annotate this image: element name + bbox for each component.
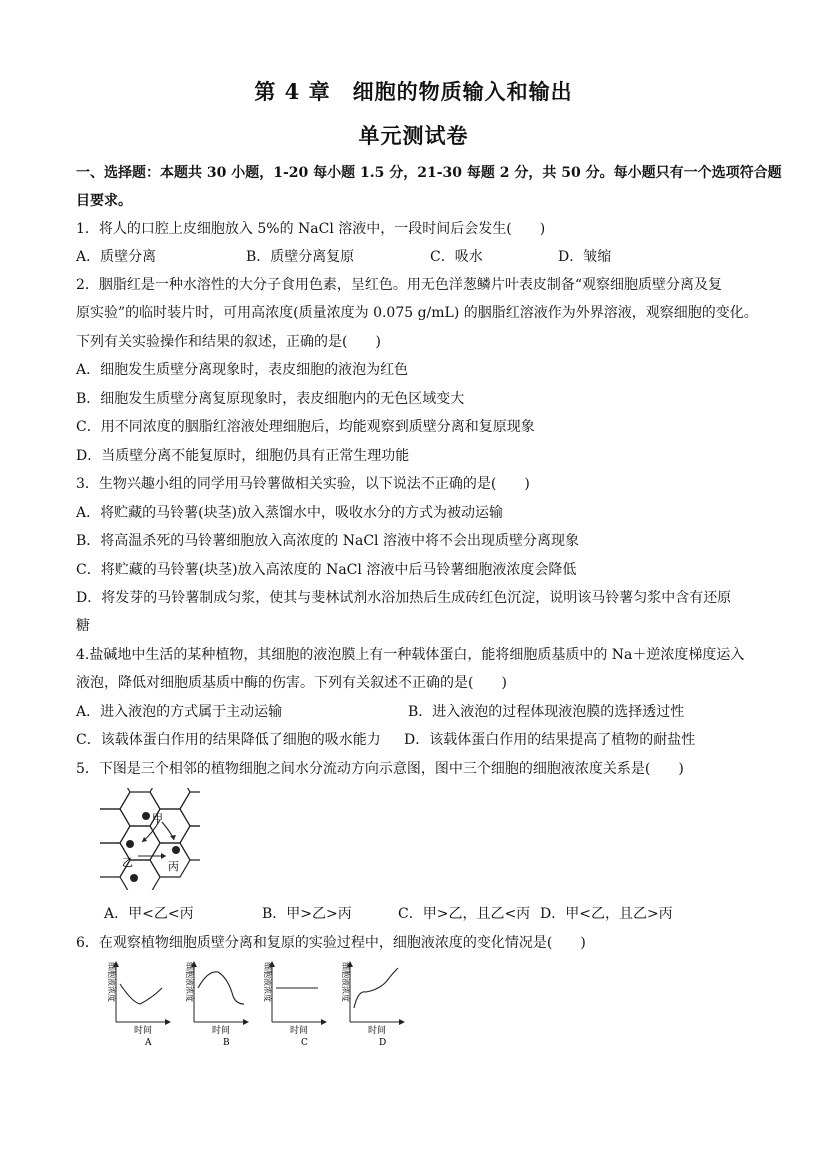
- graph-b: [185, 962, 248, 1048]
- graph-b-curve: [198, 972, 244, 1004]
- hex-cell: [100, 788, 130, 809]
- nucleus-dot: [172, 846, 180, 854]
- q1-option-c: C．吸水: [430, 249, 483, 265]
- q4-stem-line1: 4.盐碱地中生活的某种植物，其细胞的液泡膜上有一种载体蛋白，能将细胞质基质中的 Na＋逆浓度梯度运入: [76, 647, 745, 663]
- q1-option-b: B．质壁分离复原: [246, 249, 355, 265]
- graph-c: [263, 962, 326, 1048]
- q3-stem: 3．生物兴趣小组的同学用马铃薯做相关实验，以下说法不正确的是( ): [76, 476, 530, 492]
- graph-d-ylabel: 细胞液浓度: [341, 962, 350, 1002]
- graph-c-xlabel: 时间: [290, 1026, 309, 1036]
- nucleus-dot: [126, 840, 134, 848]
- q2-option-d: D．当质壁分离不能复原时，细胞仍具有正常生理功能: [76, 448, 410, 464]
- q1-option-a: A．质壁分离: [76, 249, 157, 265]
- cell-label-jia: 甲: [152, 812, 163, 825]
- q1-stem: 1．将人的口腔上皮细胞放入 5%的 NaCl 溶液中，一段时间后会发生( ): [76, 221, 546, 237]
- graph-c-ylabel: 细胞液浓度: [263, 962, 272, 1002]
- q4-option-a: A．进入液泡的方式属于主动运输: [76, 704, 283, 720]
- q5-option-d: D．甲<乙，且乙>丙: [540, 906, 673, 922]
- hex-cell: [180, 792, 200, 826]
- q4-option-d: D．该载体蛋白作用的结果提高了植物的耐盐性: [404, 732, 696, 748]
- q5-stem: 5．下图是三个相邻的植物细胞之间水分流动方向示意图，图中三个细胞的细胞液浓度关系是( ): [76, 761, 684, 777]
- q2-option-a: A．细胞发生质壁分离现象时，表皮细胞的液泡为红色: [76, 362, 409, 378]
- graph-d-curve: [354, 968, 398, 1008]
- nucleus-dot: [130, 874, 138, 882]
- q3-option-a: A．将贮藏的马铃薯(块茎)放入蒸馏水中，吸收水分的方式为被动运输: [76, 505, 504, 521]
- graph-d-xlabel: 时间: [368, 1026, 387, 1036]
- graph-a-curve: [120, 984, 162, 1004]
- hex-cell: [150, 788, 190, 809]
- q3-option-d: D．将发芽的马铃薯制成匀浆，使其与斐林试剂水浴加热后生成砖红色沉淀，说明该马铃薯匀浆中含有还原: [76, 590, 732, 606]
- q6-graph-options: [100, 958, 410, 1050]
- q5-cell-diagram: [100, 788, 200, 890]
- page-subtitle: 单元测试卷: [358, 123, 469, 148]
- section-instruction-line2: 目要求。: [76, 193, 132, 209]
- graph-a-ylabel: 细胞液浓度: [107, 962, 116, 1002]
- q4-option-c: C．该载体蛋白作用的结果降低了细胞的吸水能力: [76, 732, 381, 748]
- page-title: 第 4 章 细胞的物质输入和输出: [254, 79, 573, 104]
- q1-option-d: D．皱缩: [558, 249, 612, 265]
- q4-option-b: B．进入液泡的过程体现液泡膜的选择透过性: [408, 704, 685, 720]
- graph-c-letter: C: [301, 1038, 308, 1048]
- q2-option-c: C．用不同浓度的胭脂红溶液处理细胞后，均能观察到质壁分离和复原现象: [76, 419, 535, 435]
- q5-option-a: A．甲<乙<丙: [104, 906, 194, 922]
- q5-option-c: C．甲>乙，且乙<丙: [398, 906, 531, 922]
- cell-label-yi: 乙: [122, 856, 133, 869]
- graph-d-letter: D: [379, 1038, 387, 1048]
- graph-b-xlabel: 时间: [212, 1026, 231, 1036]
- q3-option-c: C．将贮藏的马铃薯(块茎)放入高浓度的 NaCl 溶液中后马铃薯细胞液浓度会降低: [76, 562, 577, 578]
- graph-a-xlabel: 时间: [134, 1026, 153, 1036]
- q2-stem-line1: 2．胭脂红是一种水溶性的大分子食用色素，呈红色。用无色洋葱鳞片叶表皮制备“观察细胞质壁分离及复: [76, 277, 723, 293]
- graph-b-letter: B: [223, 1038, 230, 1048]
- q2-option-b: B．细胞发生质壁分离复原现象时，表皮细胞内的无色区域变大: [76, 391, 465, 407]
- arrow-head: [161, 853, 166, 859]
- section-instruction-line1: 一、选择题：本题共 30 小题，1-20 每小题 1.5 分，21-30 每题 2 分，共 50 分。每小题只有一个选项符合题: [76, 165, 782, 181]
- graph-d: [341, 962, 404, 1048]
- q3-option-b: B．将高温杀死的马铃薯细胞放入高浓度的 NaCl 溶液中将不会出现质壁分离现象: [76, 533, 579, 549]
- q2-stem-line3: 下列有关实验操作和结果的叙述，正确的是( ): [76, 334, 381, 350]
- graph-a-letter: A: [145, 1038, 152, 1048]
- hex-cell: [100, 809, 130, 843]
- q6-stem: 6．在观察植物细胞质壁分离和复原的实验过程中，细胞液浓度的变化情况是( ): [76, 935, 586, 951]
- nucleus-dot: [142, 812, 150, 820]
- arrow-head: [170, 835, 176, 840]
- q3-option-d-cont: 糖: [76, 618, 90, 634]
- q4-stem-line2: 液泡，降低对细胞质基质中酶的伤害。下列有关叙述不正确的是( ): [76, 675, 507, 691]
- q5-option-b: B．甲>乙>丙: [262, 906, 352, 922]
- graph-a: [107, 962, 170, 1048]
- hex-cell: [180, 826, 200, 860]
- cell-label-bing: 丙: [168, 860, 179, 873]
- hex-cell: [120, 826, 160, 860]
- q2-stem-line2: 原实验”的临时装片时，可用高浓度(质量浓度为 0.075 g/mL) 的胭脂红溶液作为外界溶液，观察细胞的变化。: [76, 305, 758, 321]
- graph-b-ylabel: 细胞液浓度: [185, 962, 194, 1002]
